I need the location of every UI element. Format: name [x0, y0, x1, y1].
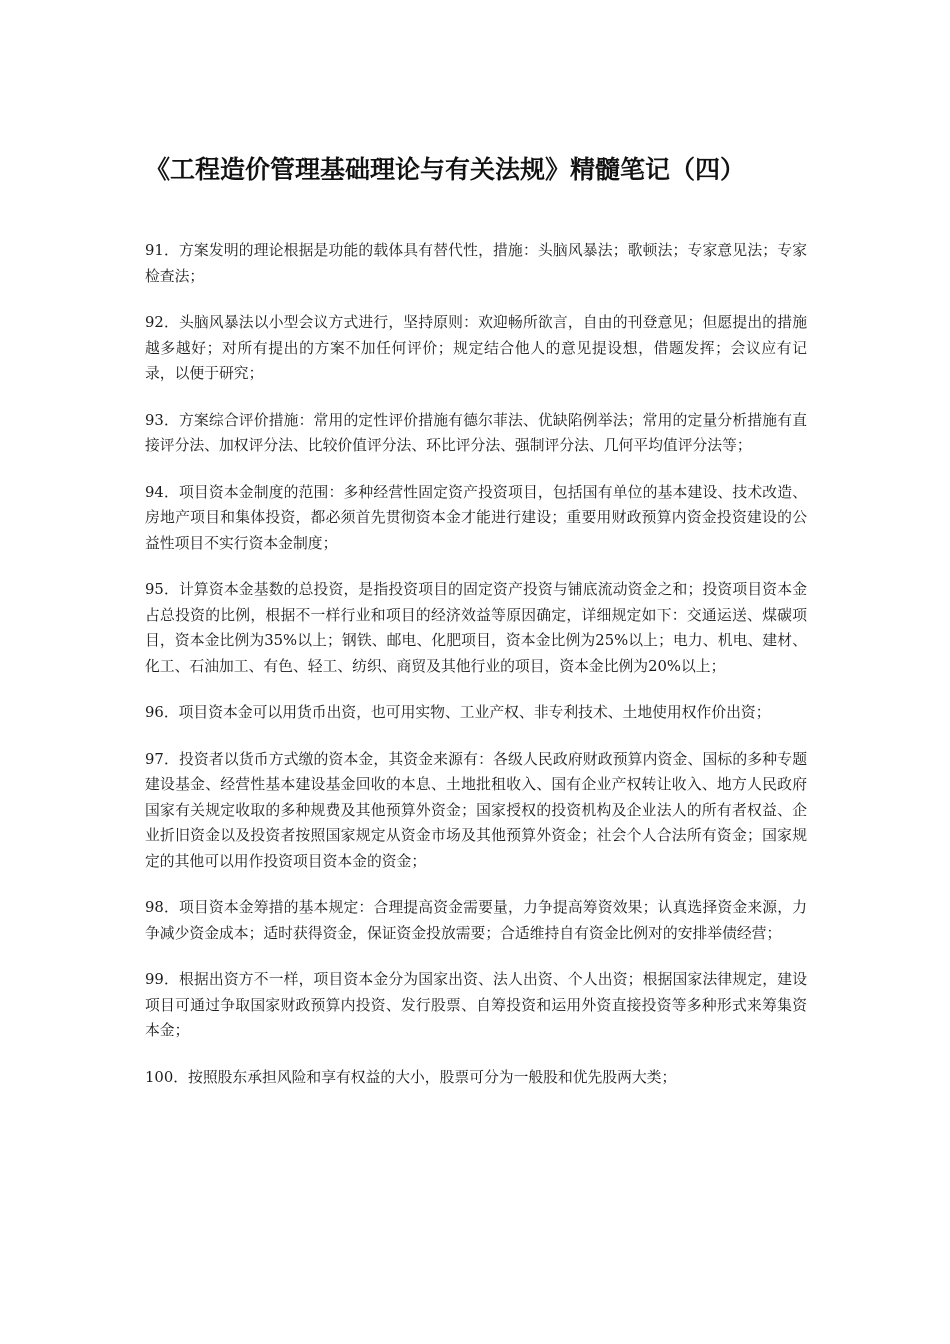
paragraph-99: 99．根据出资方不一样，项目资本金分为国家出资、法人出资、个人出资；根据国家法律规定，建设项目可通过争取国家财政预算内投资、发行股票、自筹投资和运用外资直接投资等多种形式来筹集资本金； [145, 971, 807, 1039]
paragraph-94: 94．项目资本金制度的范围：多种经营性固定资产投资项目，包括国有单位的基本建设、技术改造、房地产项目和集体投资，都必须首先贯彻资本金才能进行建设；重要用财政预算内资金投资建设的公益性项目不实行资本金制度； [145, 483, 807, 552]
paragraph-96: 96．项目资本金可以用货币出资，也可用实物、工业产权、非专利技术、土地使用权作价出资； [145, 704, 771, 721]
paragraph-97: 97．投资者以货币方式缴的资本金，其资金来源有：各级人民政府财政预算内资金、国标的多种专题建设基金、经营性基本建设基金回收的本息、土地批租收入、国有企业产权转让收入、地方人民政府国家有关规定收取的多种规费及其他预算外资金；国家授权的投资机构及企业法人的所有者权益、企业折旧资金以及投资者按照国家规定从资金市场及其他预算外资金；社会个人合法所有资金；国家规定的其他可以用作投资项目资本金的资金； [145, 750, 807, 870]
paragraph-95: 95．计算资本金基数的总投资，是指投资项目的固定资产投资与铺底流动资金之和；投资项目资本金占总投资的比例，根据不一样行业和项目的经济效益等原因确定，详细规定如下：交通运送、煤碳项目，资本金比例为35%以上；钢铁、邮电、化肥项目，资本金比例为25%以上；电力、机电、建材、化工、石油加工、有色、轻工、纺织、商贸及其他行业的项目，资本金比例为20%以上； [145, 581, 807, 675]
paragraph-93: 93．方案综合评价措施：常用的定性评价措施有德尔菲法、优缺陷例举法；常用的定量分析措施有直接评分法、加权评分法、比较价值评分法、环比评分法、强制评分法、几何平均值评分法等； [145, 411, 807, 454]
document-body [145, 238, 807, 1111]
document-title: 《工程造价管理基础理论与有关法规》精髓笔记（四） [145, 155, 746, 184]
paragraph-91: 91．方案发明的理论根据是功能的载体具有替代性，措施：头脑风暴法；歌顿法；专家意见法；专家检查法； [145, 242, 807, 285]
paragraph-98: 98．项目资本金筹措的基本规定：合理提高资金需要量，力争提高筹资效果；认真选择资金来源，力争减少资金成本；适时获得资金，保证资金投放需要；合适维持自有资金比例对的安排举债经营； [145, 899, 807, 942]
paragraph-92: 92．头脑风暴法以小型会议方式进行，坚持原则：欢迎畅所欲言，自由的刊登意见；但愿提出的措施越多越好；对所有提出的方案不加任何评价；规定结合他人的意见提设想，借题发挥；会议应有记录，以便于研究； [145, 314, 807, 382]
paragraph-100: 100．按照股东承担风险和享有权益的大小，股票可分为一般股和优先股两大类； [145, 1068, 677, 1086]
